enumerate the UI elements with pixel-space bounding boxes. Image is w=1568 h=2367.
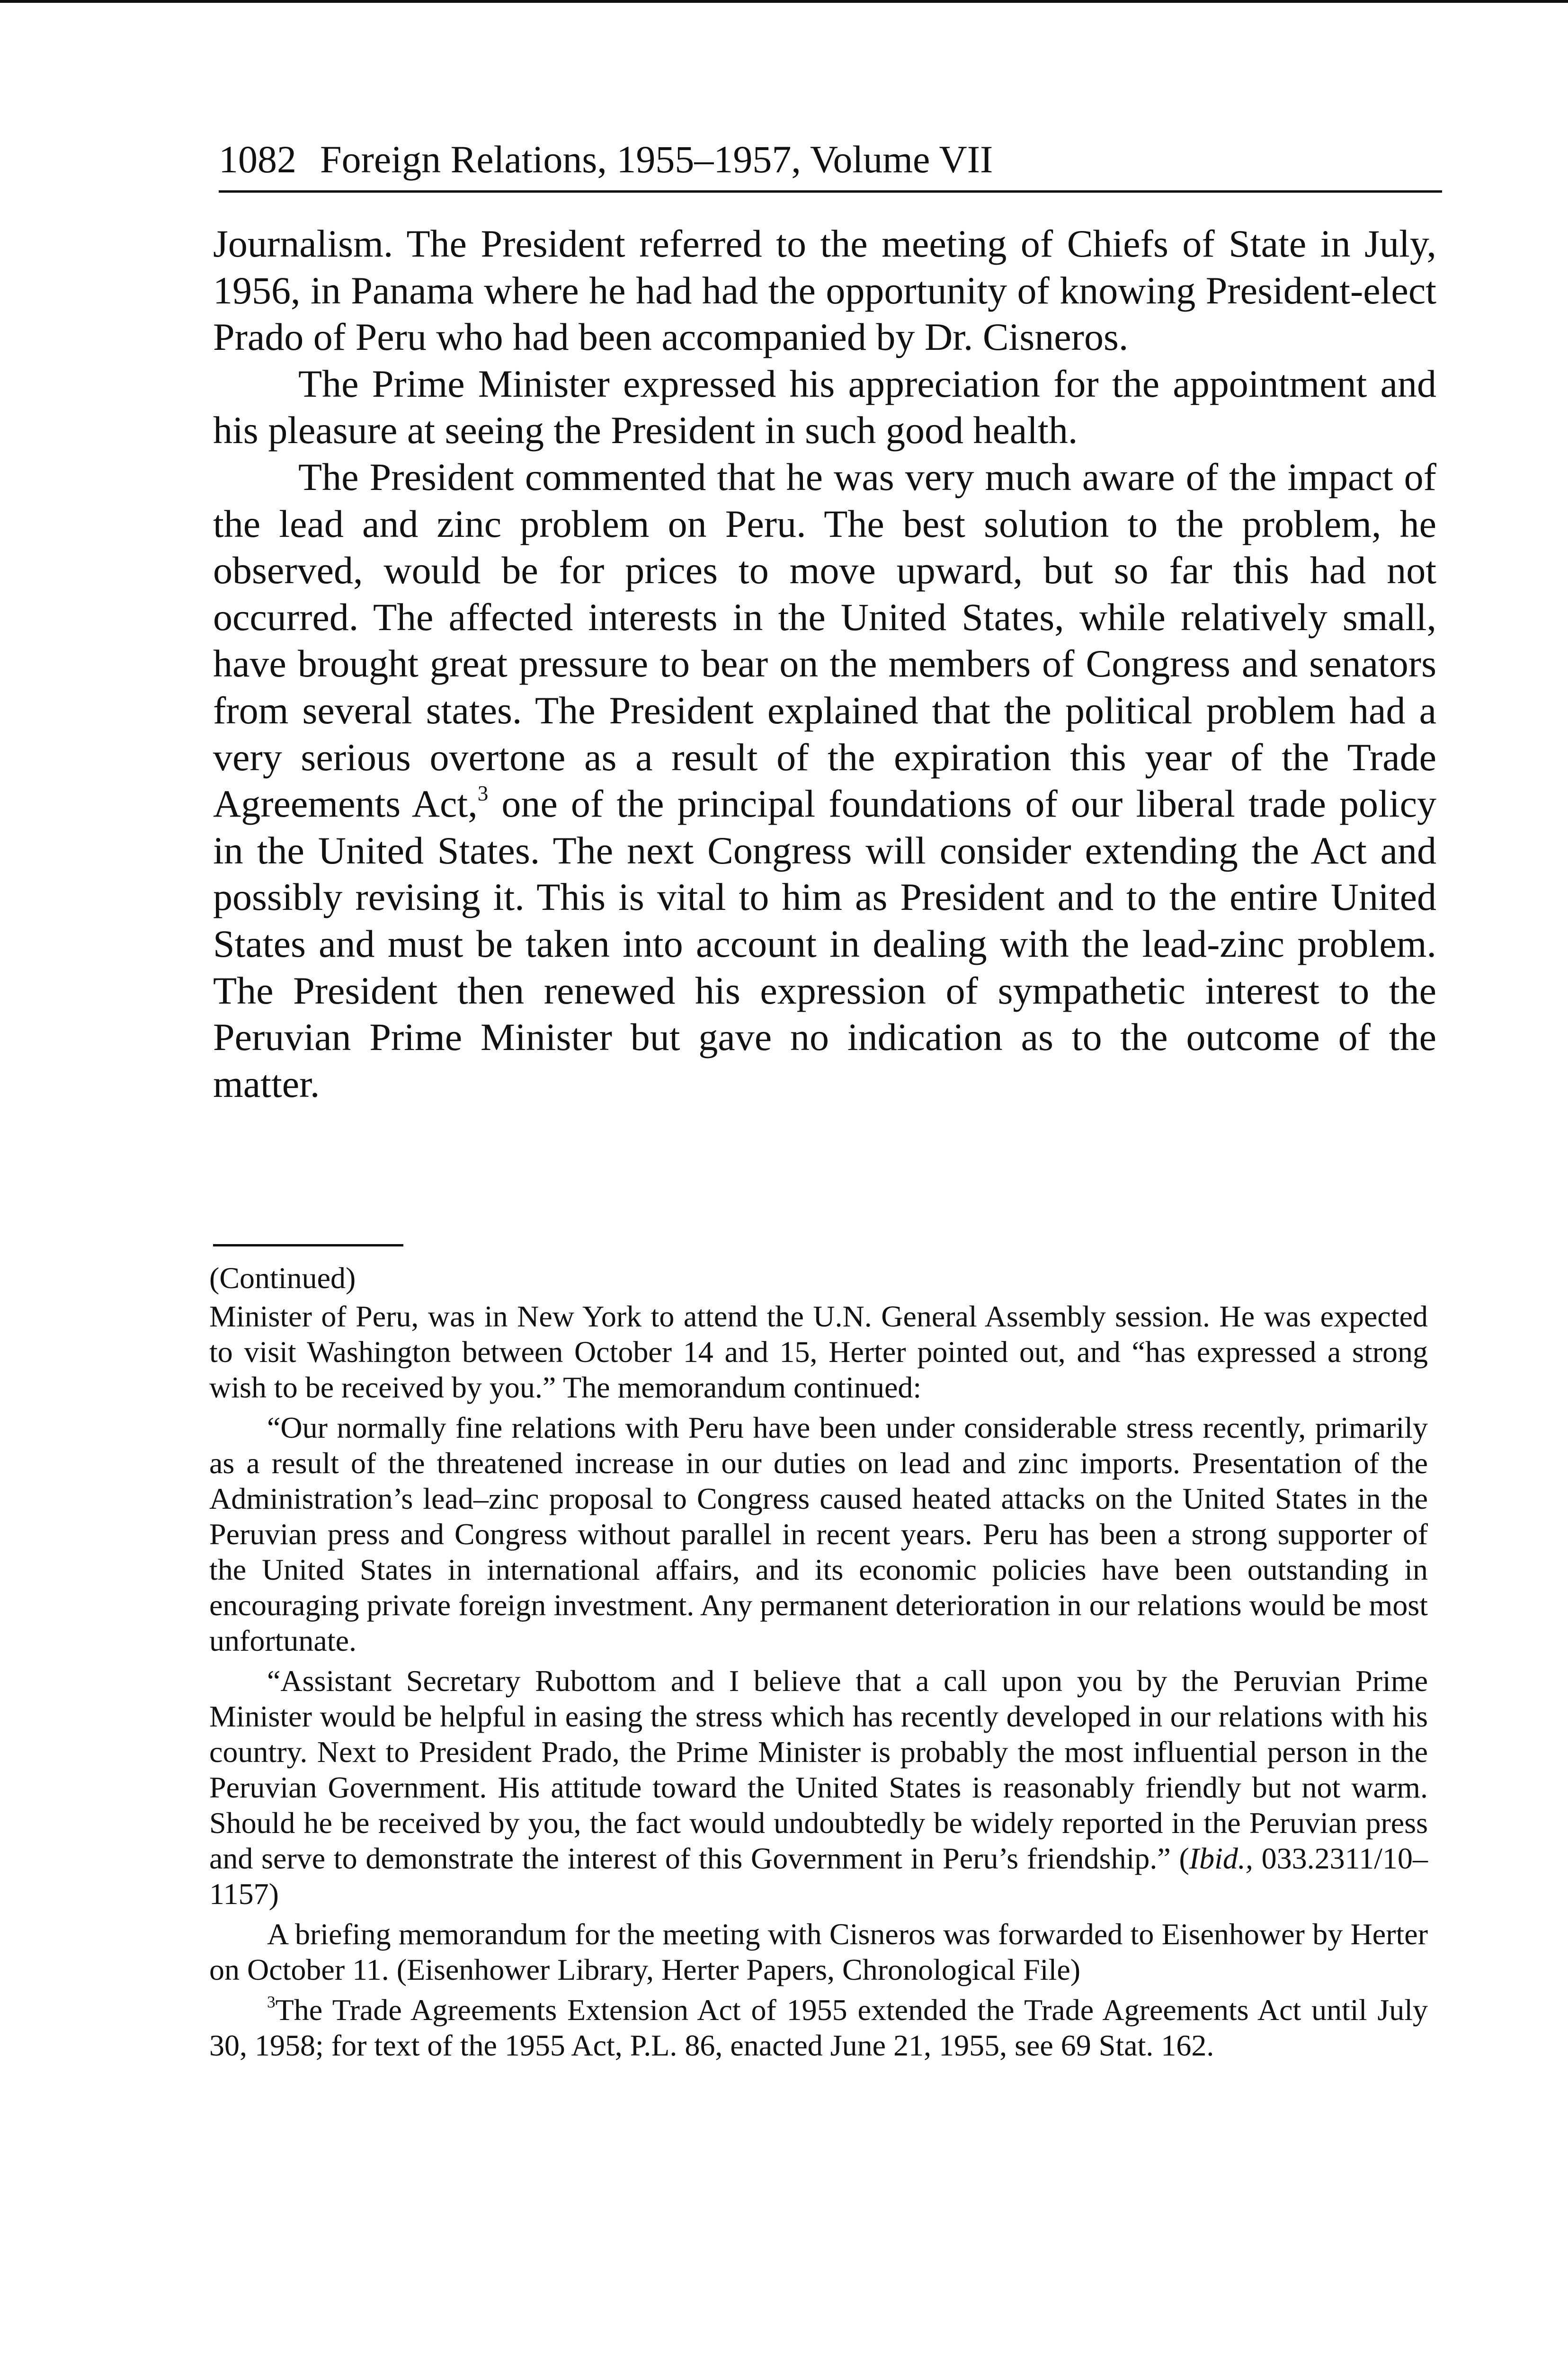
page-number: 1082 <box>219 138 296 181</box>
main-text <box>213 221 1436 1107</box>
footnote-paragraph-3 <box>209 1663 1428 1912</box>
running-header <box>219 129 1442 193</box>
body-paragraph-3-part-b: one of the principal foundations of our liberal trade policy in the United States. The next Congress will consider extending the Act and possibly revising it. This is vital to him as President and to the entire United States and must be taken into account in dealing with the lead-zinc problem. The President then renewed his expression of sympathetic interest to the Peruvian Prime Minister but gave no indication as to the outcome of the matter. <box>213 782 1436 1105</box>
footnote-3-text: The Trade Agreements Extension Act of 1955 extended the Trade Agreements Act until July 30, 1958; for text of the 1955 Act, P.L. 86, enacted June 21, 1955, see 69 Stat. 162. <box>209 1993 1428 2062</box>
footnote-3 <box>209 1992 1428 2063</box>
body-paragraph-2: The Prime Minister expressed his appreciation for the appointment and his pleasure at seeing the President in such good health. <box>213 362 1436 452</box>
footnote-paragraph-4: A briefing memorandum for the meeting with Cisneros was forwarded to Eisenhower by Herter on October 11. (Eisenhower Library, Herter Papers, Chronological File) <box>209 1917 1428 1986</box>
body-paragraph-3-part-a: The President commented that he was very much aware of the impact of the lead and zinc problem on Peru. The best solution to the problem, he observed, would be for prices to move upward, but so far this had not occurred. The affected interests in the United States, while relatively small, have brought great pressure to bear on the members of Congress and senators from several states. The President explained that the political problem had a very serious overtone as a result of the expiration this year of the Trade Agreements Act, <box>213 455 1436 826</box>
body-paragraph-3 <box>213 454 1436 1107</box>
footnotes-section <box>209 1260 1428 2063</box>
footnote-paragraph-3-part-b: 033.2311/10–1157) <box>209 1842 1428 1911</box>
body-paragraph-1: Journalism. The President referred to the meeting of Chiefs of State in July, 1956, in Panama where he had had the opportunity of knowing President-elect Prado of Peru who had been accompanied by Dr. Cisneros. <box>213 222 1436 359</box>
footnote-3-marker: 3 <box>267 1993 276 2011</box>
footnote-paragraph-1: Minister of Peru, was in New York to attend the U.N. General Assembly session. He was expected to visit Washington between October 14 and 15, Herter pointed out, and “has expressed a strong wish to be received by you.” The memorandum continued: <box>209 1299 1428 1404</box>
footnote-paragraph-3-part-a: “Assistant Secretary Rubottom and I believe that a call upon you by the Peruvian Prime Minister would be helpful in easing the stress which has recently developed in our relations with his country. Next to President Prado, the Prime Minister is probably the most influential person in the Peruvian Government. His attitude toward the United States is reasonably friendly but not warm. Should he be received by you, the fact would undoubtedly be widely reported in the Peruvian press and serve to demonstrate the interest of this Government in Peru’s friendship.” ( <box>209 1664 1428 1875</box>
footnote-reference-3: 3 <box>477 782 489 806</box>
footnote-continued-label: (Continued) <box>209 1261 356 1295</box>
footnote-paragraph-2: “Our normally fine relations with Peru have been under considerable stress recently, primarily as a result of the threatened increase in our duties on lead and zinc imports. Presentation of the Administration’s lead–zinc proposal to Congress caused heated attacks on the United States in the Peruvian press and Congress without parallel in recent years. Peru has been a strong supporter of the United States in international affairs, and its economic policies have been outstanding in encouraging private foreign investment. Any permanent deterioration in our relations would be most unfortunate. <box>209 1411 1428 1657</box>
running-title: Foreign Relations, 1955–1957, Volume VII <box>320 138 993 181</box>
footnote-separator <box>213 1244 403 1246</box>
top-edge-rule <box>0 0 1568 3</box>
ibid-citation: Ibid., <box>1189 1842 1253 1875</box>
